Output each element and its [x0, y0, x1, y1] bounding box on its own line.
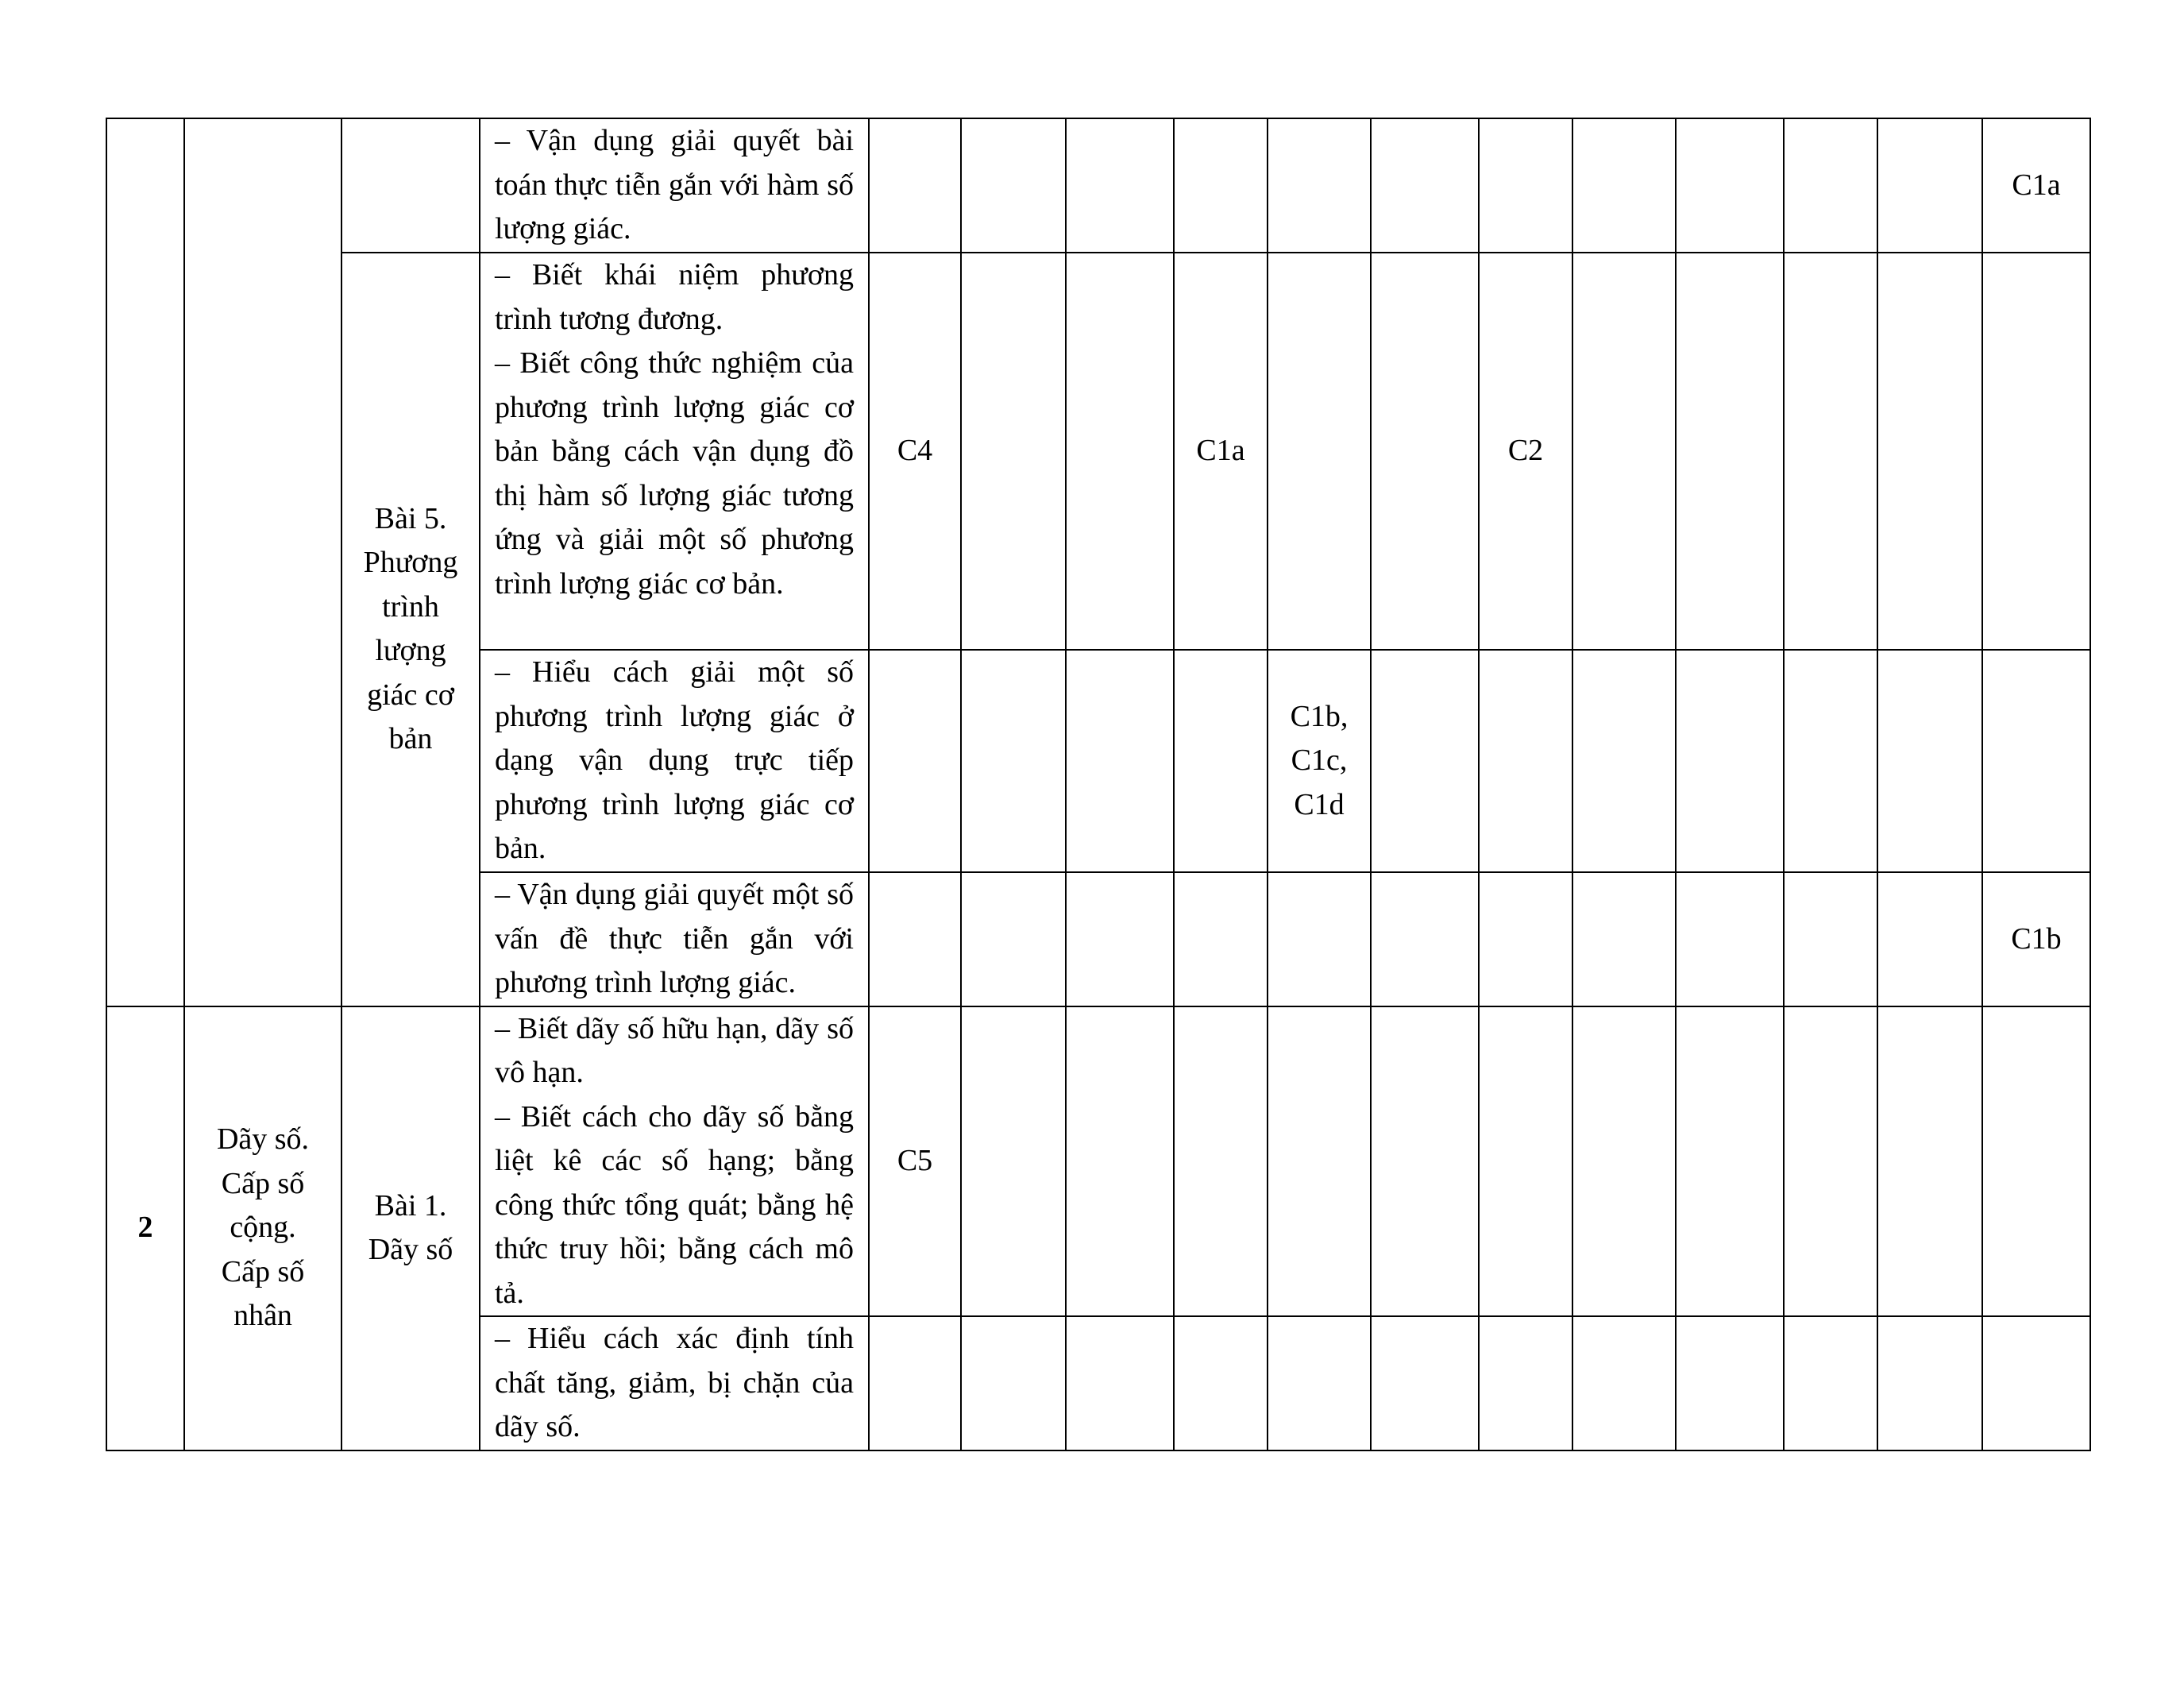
cell-c11: [1572, 118, 1676, 253]
cell-c11: [1572, 872, 1676, 1006]
cell-c13: [1784, 1316, 1877, 1450]
table-row: [106, 253, 2090, 650]
chapter-title-cell: [184, 118, 341, 1006]
requirement-description: – Vận dụng giải quyết bài toán thực tiễn gắn với hàm số lượng giác.: [480, 118, 869, 253]
cell-c14: [1877, 1006, 1982, 1317]
cell-c7: [1174, 1316, 1268, 1450]
cell-c5: [961, 650, 1066, 872]
cell-c12: [1676, 118, 1784, 253]
cell-c13: [1784, 650, 1877, 872]
cell-c7: [1174, 118, 1268, 253]
cell-c15: [1982, 650, 2090, 872]
cell-c11: [1572, 1316, 1676, 1450]
requirement-description: – Biết khái niệm phương trình tương đương. – Biết công thức nghiệm của phương trình lượng giác cơ bản bằng cách vận dụng đồ thị hàm số lượng giác tương ứng và giải một số phương trình lượng giác cơ bản.: [480, 253, 869, 650]
chapter-number: 2: [106, 1006, 184, 1450]
cell-c9: [1371, 253, 1479, 650]
cell-c15: [1982, 1316, 2090, 1450]
cell-c14: [1877, 650, 1982, 872]
cell-c15: [1982, 253, 2090, 650]
question-code: C1b: [1982, 872, 2090, 1006]
cell-c11: [1572, 1006, 1676, 1317]
cell-c11: [1572, 650, 1676, 872]
cell-c14: [1877, 872, 1982, 1006]
cell-c6: [1066, 1006, 1174, 1317]
cell-c4: [869, 650, 961, 872]
cell-c9: [1371, 872, 1479, 1006]
cell-c10: [1479, 1316, 1572, 1450]
cell-c13: [1784, 1006, 1877, 1317]
cell-c6: [1066, 872, 1174, 1006]
cell-c5: [961, 253, 1066, 650]
cell-c14: [1877, 1316, 1982, 1450]
cell-c5: [961, 118, 1066, 253]
cell-c10: [1479, 118, 1572, 253]
cell-c6: [1066, 118, 1174, 253]
table-row: [106, 1006, 2090, 1317]
cell-c13: [1784, 872, 1877, 1006]
cell-c12: [1676, 872, 1784, 1006]
cell-c8: [1268, 1316, 1371, 1450]
cell-c5: [961, 1316, 1066, 1450]
cell-c9: [1371, 1006, 1479, 1317]
cell-c10: [1479, 1006, 1572, 1317]
question-code: C1a: [1174, 253, 1268, 650]
cell-c5: [961, 872, 1066, 1006]
lesson-title-bai5: Bài 5. Phương trình lượng giác cơ bản: [341, 253, 480, 1006]
cell-c6: [1066, 1316, 1174, 1450]
cell-c4: [869, 118, 961, 253]
cell-c9: [1371, 1316, 1479, 1450]
cell-c7: [1174, 872, 1268, 1006]
requirement-description: – Biết dãy số hữu hạn, dãy số vô hạn. – Biết cách cho dãy số bằng liệt kê các số hạng; bằng công thức tổng quát; bằng hệ thức truy hồi; bằng cách mô tả.: [480, 1006, 869, 1317]
cell-c10: [1479, 650, 1572, 872]
requirement-description: – Vận dụng giải quyết một số vấn đề thực tiễn gắn với phương trình lượng giác.: [480, 872, 869, 1006]
chapter-number-cell: [106, 118, 184, 1006]
chapter-title: Dãy số. Cấp số cộng. Cấp số nhân: [184, 1006, 341, 1450]
cell-c13: [1784, 253, 1877, 650]
question-code: C1a: [1982, 118, 2090, 253]
cell-c12: [1676, 1316, 1784, 1450]
cell-c12: [1676, 1006, 1784, 1317]
cell-c7: [1174, 1006, 1268, 1317]
cell-c14: [1877, 253, 1982, 650]
cell-c12: [1676, 253, 1784, 650]
cell-c8: [1268, 1006, 1371, 1317]
cell-c5: [961, 1006, 1066, 1317]
lesson-cell: [341, 118, 480, 253]
cell-c13: [1784, 118, 1877, 253]
question-code: C5: [869, 1006, 961, 1317]
table-row: [106, 118, 2090, 253]
cell-c9: [1371, 650, 1479, 872]
requirement-description: – Hiểu cách giải một số phương trình lượng giác ở dạng vận dụng trực tiếp phương trình lượng giác cơ bản.: [480, 650, 869, 872]
cell-c9: [1371, 118, 1479, 253]
cell-c6: [1066, 253, 1174, 650]
cell-c15: [1982, 1006, 2090, 1317]
cell-c8: [1268, 118, 1371, 253]
question-code: C1b, C1c, C1d: [1268, 650, 1371, 872]
requirement-description: – Hiểu cách xác định tính chất tăng, giảm, bị chặn của dãy số.: [480, 1316, 869, 1450]
cell-c4: [869, 1316, 961, 1450]
cell-c11: [1572, 253, 1676, 650]
cell-c10: [1479, 872, 1572, 1006]
cell-c14: [1877, 118, 1982, 253]
cell-c4: [869, 872, 961, 1006]
specification-matrix-table: [106, 118, 2091, 1451]
cell-c6: [1066, 650, 1174, 872]
cell-c8: [1268, 253, 1371, 650]
cell-c7: [1174, 650, 1268, 872]
question-code: C4: [869, 253, 961, 650]
cell-c8: [1268, 872, 1371, 1006]
cell-c12: [1676, 650, 1784, 872]
lesson-title-bai1: Bài 1. Dãy số: [341, 1006, 480, 1450]
question-code: C2: [1479, 253, 1572, 650]
